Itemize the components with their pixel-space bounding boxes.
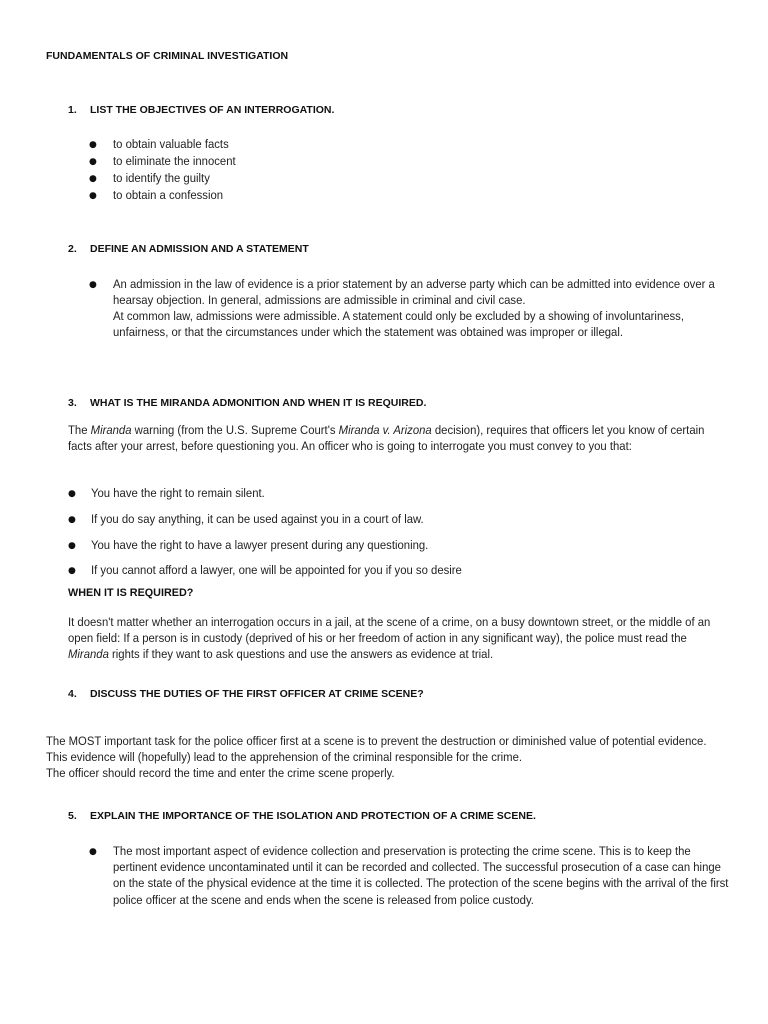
bullet-icon: ●: [89, 140, 97, 150]
bullet-icon: ●: [68, 566, 76, 576]
bullet-icon: ●: [89, 174, 97, 184]
when-required-paragraph: It doesn't matter whether an interrogation occurs in a jail, at the scene of a crime, on a busy downtown street, or the middle of an open field: If a person is in custody (deprived of his or her freedom of action in any significant way), the police must read the Miranda rights if they want to ask questions and use the answers as evidence at trial.: [68, 615, 711, 662]
question-1-number: 1.: [68, 104, 77, 116]
question-5-number: 5.: [68, 810, 77, 822]
question-3-heading: [68, 397, 426, 409]
bullet-icon: ●: [68, 515, 76, 525]
when-required-heading: WHEN IT IS REQUIRED?: [68, 587, 194, 599]
question-2-title: DEFINE AN ADMISSION AND A STATEMENT: [90, 243, 309, 255]
record-time-paragraph: The officer should record the time and enter the crime scene properly.: [46, 766, 395, 780]
bullet-icon: ●: [89, 280, 97, 290]
question-3-number: 3.: [68, 397, 77, 409]
document-title: FUNDAMENTALS OF CRIMINAL INVESTIGATION: [46, 50, 289, 62]
question-5-heading: [68, 810, 536, 822]
bullet-icon: ●: [68, 489, 76, 499]
bullet-icon: ●: [68, 541, 76, 551]
crime-scene-paragraph: The most important aspect of evidence collection and preservation is protecting the crime scene. This is to keep the pertinent evidence uncontaminated until it can be recorded and collected. The successful prosecution of a case can hinge on the state of the physical evidence at the time it is collected. The protection of the scene begins with the arrival of the first police officer at the scene and ends when the scene is released from police custody.: [113, 844, 729, 907]
admission-paragraph: An admission in the law of evidence is a prior statement by an adverse party which can be admitted into evidence over a hearsay objection. In general, admissions are admissible in criminal and civil case.: [113, 277, 715, 308]
question-1-title: LIST THE OBJECTIVES OF AN INTERROGATION.: [90, 104, 335, 116]
question-5-title: EXPLAIN THE IMPORTANCE OF THE ISOLATION AND PROTECTION OF A CRIME SCENE.: [90, 810, 536, 822]
question-4-title: DISCUSS THE DUTIES OF THE FIRST OFFICER AT CRIME SCENE?: [90, 688, 424, 700]
bullet-icon: ●: [89, 191, 97, 201]
question-3-title: WHAT IS THE MIRANDA ADMONITION AND WHEN IT IS REQUIRED.: [90, 397, 427, 409]
bullet-icon: ●: [89, 157, 97, 167]
question-2-heading: [68, 243, 309, 255]
question-2-number: 2.: [68, 243, 77, 255]
question-4-number: 4.: [68, 688, 77, 700]
miranda-intro: The Miranda warning (from the U.S. Supreme Court's Miranda v. Arizona decision), requires that officers let you know of certain facts after your arrest, before questioning you. An officer who is going to interrogate you must convey to you that:: [68, 423, 705, 454]
common-law-paragraph: At common law, admissions were admissible. A statement could only be excluded by a showing of involuntariness, unfairness, or that the circumstances under which the statement was obtained was improper or illegal.: [113, 309, 684, 340]
question-1-heading: [68, 104, 334, 116]
bullet-icon: ●: [89, 847, 97, 857]
document-page: FUNDAMENTALS OF CRIMINAL INVESTIGATION 1. LIST THE OBJECTIVES OF AN INTERROGATION. ● to obtain valuable facts ● to eliminate the innocent ● to identify the guilty ● to obtain a confession 2. DEFINE AN ADMISSION AND A STATEMENT ● An admission in the law of evidence is a prior statement by an adverse party which can be admitted into evidence over a hearsay objection. In general, admissions are admissible in criminal and civil case. At common law, admissions were admissible. A statement could only be excluded by a showing of involuntariness, unfairness, or that the circumstances under which the statement was obtained was improper or illegal. 3. WHAT IS THE MIRANDA ADMONITION AND WHEN IT IS REQUIRED. The Miranda warning (from the U.S. Supreme Court's Miranda v. Arizona decision), requires that officers let you know of certain facts after your arrest, before questioning you. An officer who is going to interrogate you must convey to you that: ● You have the right to remain silent. ● If you do say anything, it can be used against you in a court of law. ● You have the right to have a lawyer present during any questioning. ● If you cannot afford a lawyer, one will be appointed for you if you so desire WHEN IT IS REQUIRED? It doesn't matter whether an interrogation occurs in a jail, at the scene of a crime, on a busy downtown street, or the middle of an open field: If a person is in custody (deprived of his or her freedom of action in any significant way), the police must read the Miranda rights if they want to ask questions and use the answers as evidence at trial. 4. DISCUSS THE DUTIES OF THE FIRST OFFICER AT CRIME SCENE? The MOST important task for the police officer first at a scene is to prevent the destruction or diminished value of potential evidence. This evidence will (hopefully) lead to the apprehension of the criminal responsible for the crime. The officer should record the time and enter the crime scene properly. 5. EXPLAIN THE IMPORTANCE OF THE ISOLATION AND PROTECTION OF A CRIME SCENE. ● The most important aspect of evidence collection and preservation is protecting the crime scene. This is to keep the pertinent evidence uncontaminated until it can be recorded and collected. The successful prosecution of a case can hinge on the state of the physical evidence at the time it is collected. The protection of the scene begins with the arrival of the first police officer at the scene and ends when the scene is released from police custody.: [46, 50, 729, 907]
first-officer-paragraph: The MOST important task for the police officer first at a scene is to prevent the destruction or diminished value of potential evidence. This evidence will (hopefully) lead to the apprehension of the criminal responsible for the crime.: [46, 734, 707, 765]
question-4-heading: [68, 688, 424, 700]
